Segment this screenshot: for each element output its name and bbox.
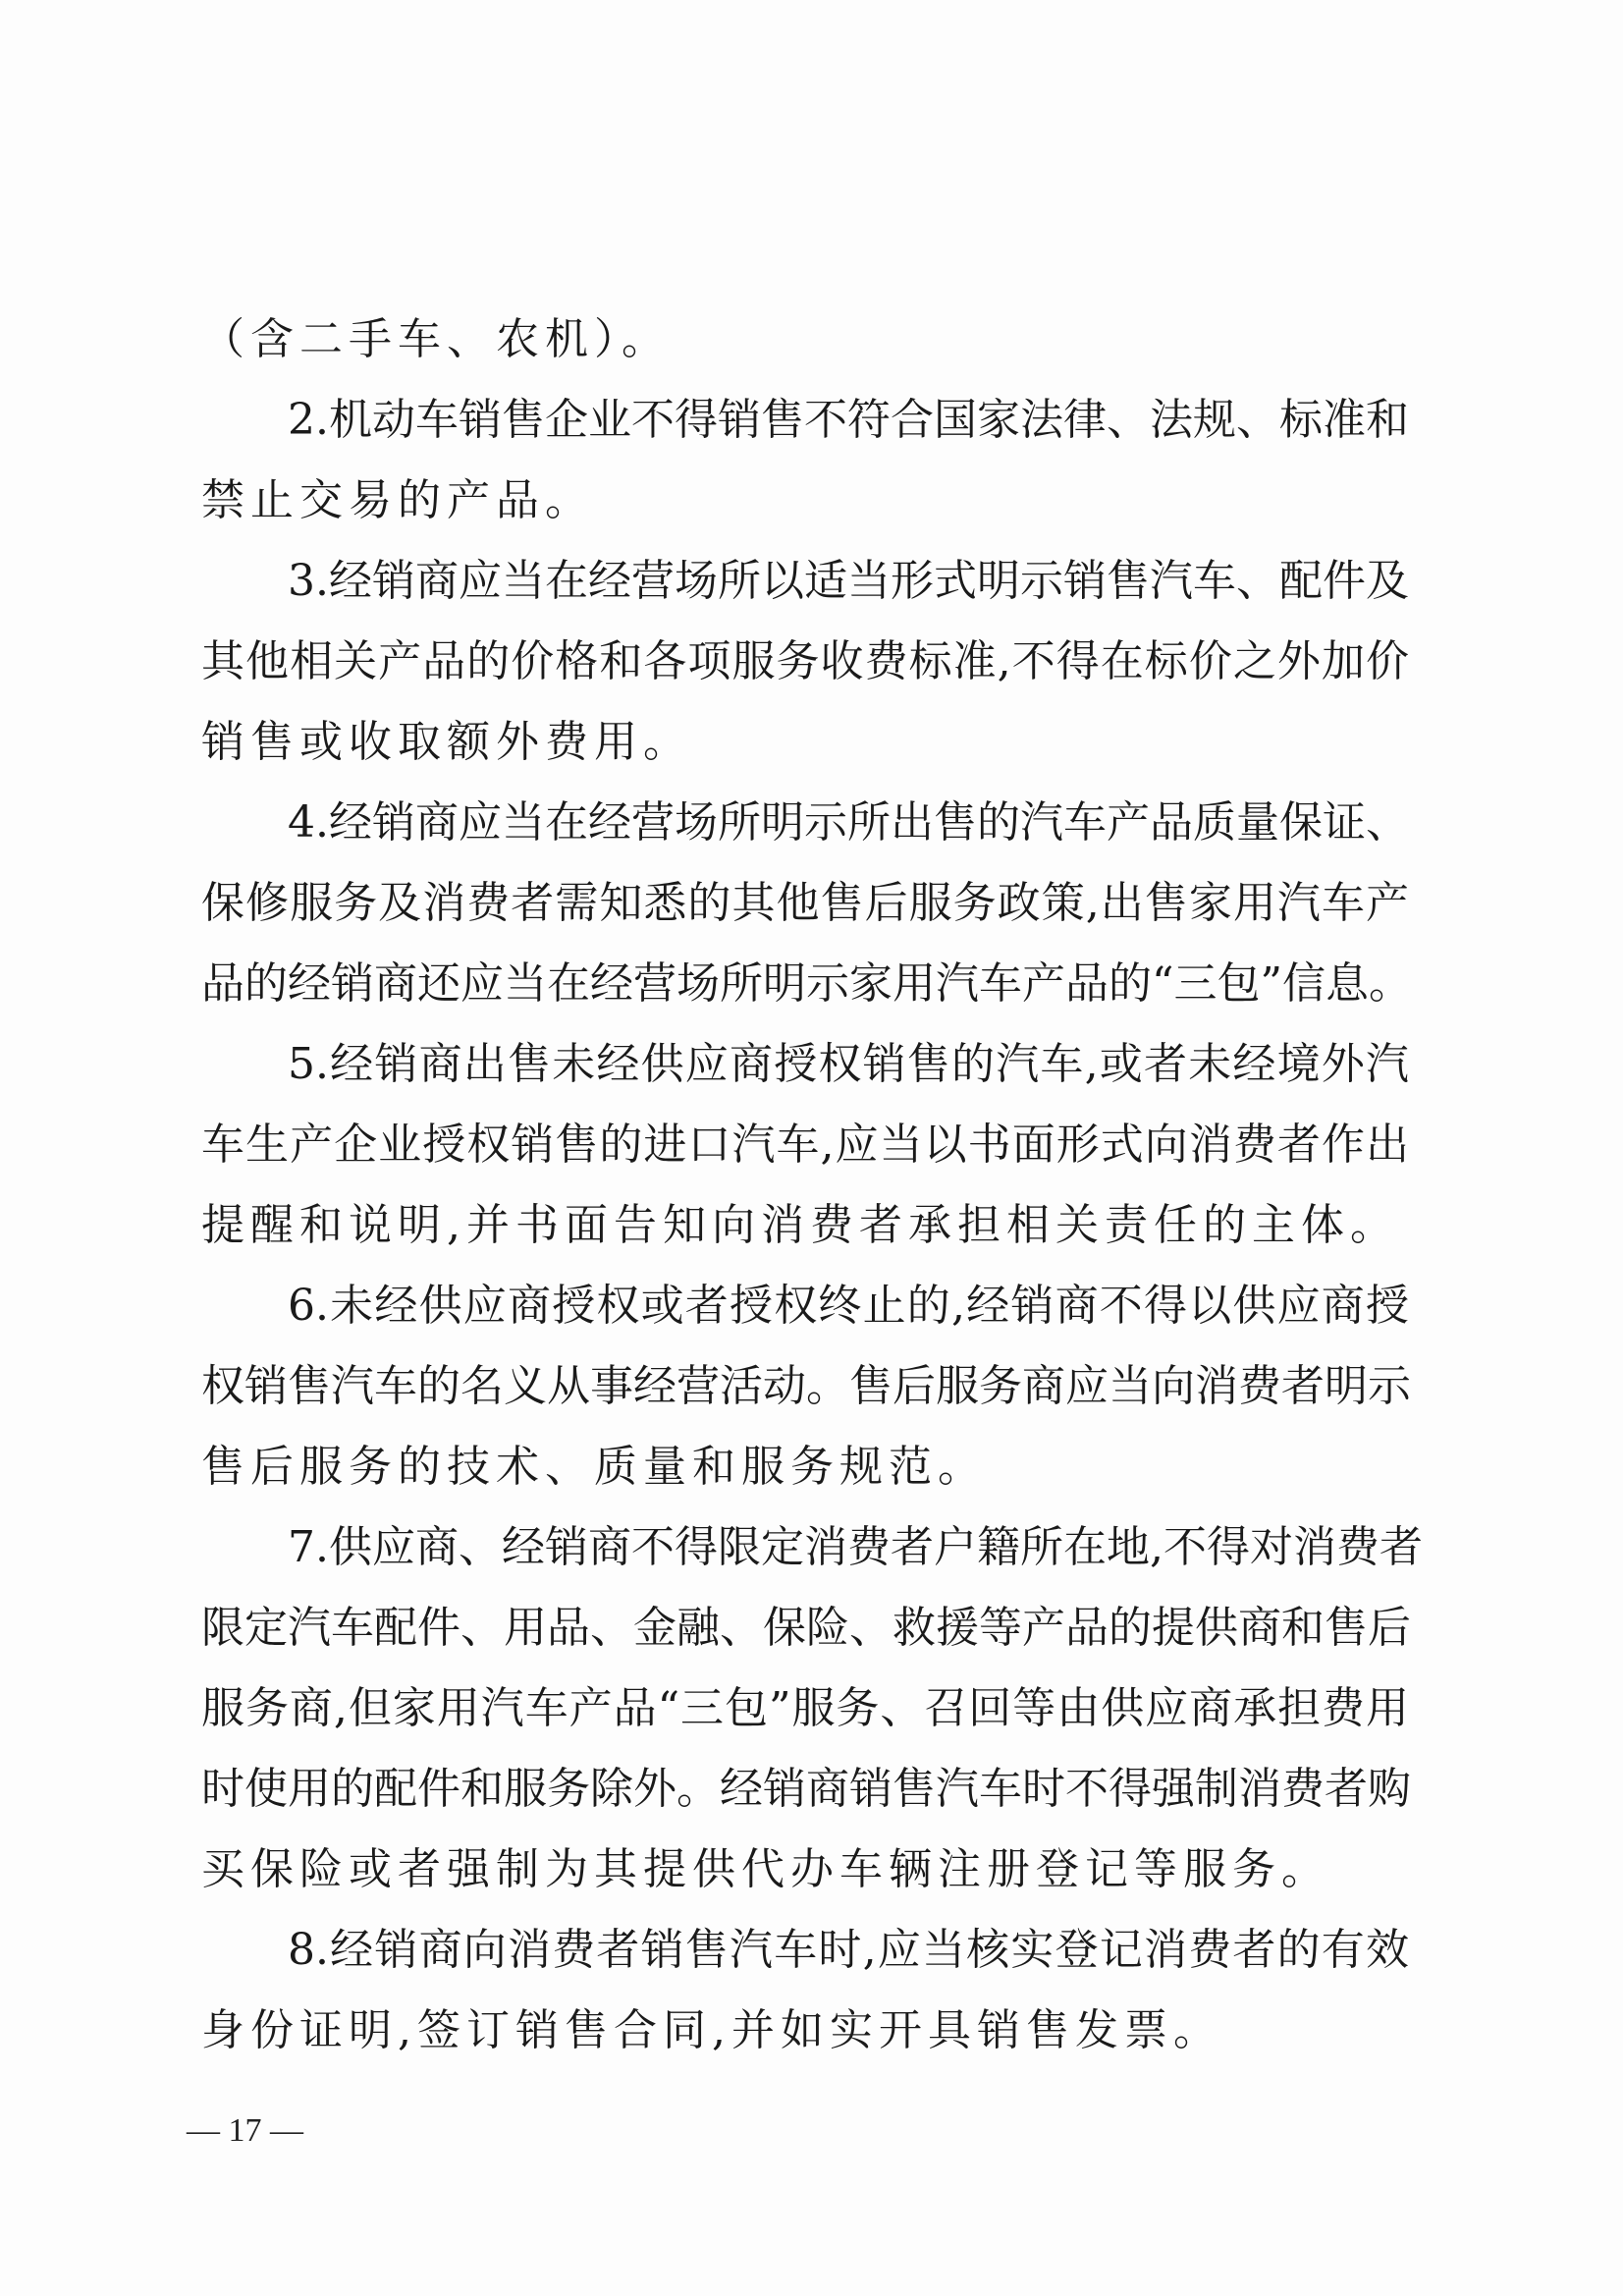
text-line: 售后服务的技术、质量和服务规范。 [201,1442,987,1492]
text-line: 身份证明,签订销售合同,并如实开具销售发票。 [201,2005,1222,2055]
text-line: 禁止交易的产品。 [201,475,594,525]
text-line: 限定汽车配件、用品、金融、保险、救援等产品的提供商和售后 [201,1603,1411,1653]
text-line: （含二手车、农机）。 [201,314,671,364]
document-body [201,300,1423,2071]
text-line: 4.经销商应当在经营场所明示所出售的汽车产品质量保证、 [288,797,1409,847]
text-line: 7.供应商、经销商不得限定消费者户籍所在地,不得对消费者 [288,1522,1423,1572]
text-line: 销售或收取额外费用。 [201,717,692,767]
text-line: 5.经销商出售未经供应商授权销售的汽车,或者未经境外汽 [288,1039,1409,1089]
text-line: 品的经销商还应当在经营场所明示家用汽车产品的“三包”信息。 [201,958,1412,1009]
text-line: 保修服务及消费者需知悉的其他售后服务政策,出售家用汽车产 [201,878,1409,928]
text-line: 时使用的配件和服务除外。经销商销售汽车时不得强制消费者购 [201,1764,1411,1814]
text-line: 8.经销商向消费者销售汽车时,应当核实登记消费者的有效 [288,1925,1409,1975]
text-line: 提醒和说明,并书面告知向消费者承担相关责任的主体。 [201,1200,1399,1250]
text-line: 权销售汽车的名义从事经营活动。售后服务商应当向消费者明示 [201,1361,1411,1411]
text-line: 买保险或者强制为其提供代办车辆注册登记等服务。 [201,1844,1330,1894]
text-line: 车生产企业授权销售的进口汽车,应当以书面形式向消费者作出 [201,1120,1409,1170]
text-line: 2.机动车销售企业不得销售不符合国家法律、法规、标准和 [288,395,1409,445]
text-line: 服务商,但家用汽车产品“三包”服务、召回等由供应商承担费用 [201,1683,1409,1733]
text-line: 6.未经供应商授权或者授权终止的,经销商不得以供应商授 [288,1281,1409,1331]
text-line: 其他相关产品的价格和各项服务收费标准,不得在标价之外加价 [201,636,1409,686]
text-line: 3.经销商应当在经营场所以适当形式明示销售汽车、配件及 [288,556,1409,606]
page-number: — 17 — [187,2112,303,2149]
